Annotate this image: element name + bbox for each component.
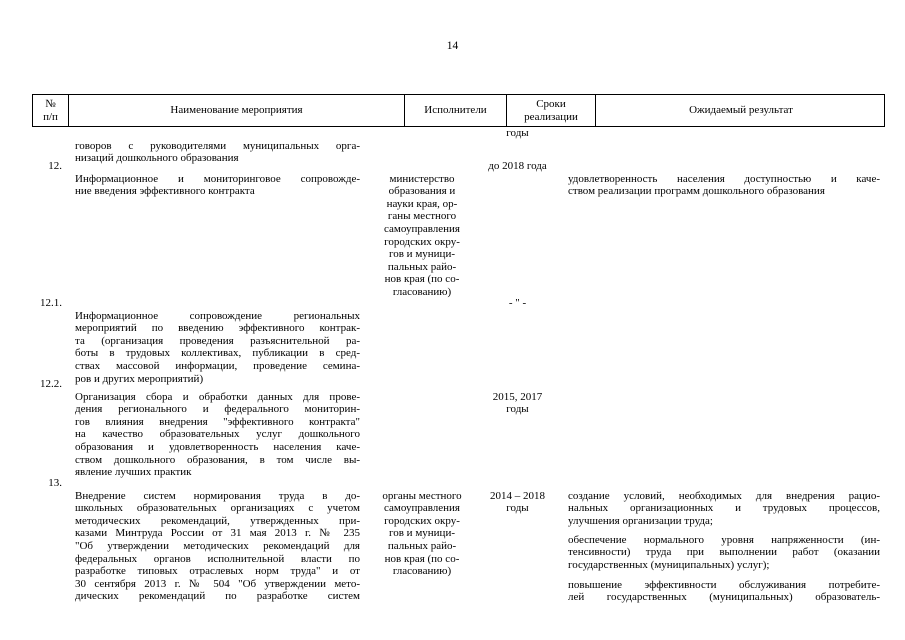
row-12-result: удовлетворенность населения доступностью и каче- ством реализации программ дошкольного образования: [568, 172, 880, 198]
row-12-num: 12.: [48, 160, 62, 172]
row-12-name: Информационное и мониторинговое сопровожде- ние введения эффективного контракта: [75, 172, 360, 198]
row-12-1-num: 12.1.: [40, 297, 62, 309]
cont-name: говоров с руководителями муниципальных орга- низаций дошкольного образования: [75, 139, 360, 165]
page-number: 14: [446, 40, 459, 52]
row-12-1-term: - " -: [508, 297, 527, 309]
row-13-num: 13.: [48, 477, 62, 489]
header-executors: Исполнители: [404, 95, 506, 126]
row-12-term: до 2018 года: [488, 160, 547, 172]
header-num: № п/п: [43, 97, 58, 123]
row-12-2-term: 2015, 2017 годы: [492, 390, 543, 416]
table-header: [32, 94, 885, 127]
row-13-result-1: создание условий, необходимых для внедрения рацио- нальных организационных и трудовых процессов, улучшения организации труда;: [568, 489, 880, 527]
row-12-2-name: Организация сбора и обработки данных для прове- дения регионального и федерального мониторин- гов влияния внедрения "эффективного контракта" на качество образовательных услуг дошкольного образования и удовлетворенность населения каче- ством дошкольного образования, в том числе вы- явление лучших практик: [75, 390, 360, 479]
cont-term: годы: [506, 127, 529, 139]
row-13-result-3: повышение эффективности обслуживания потребите- лей государственных (муниципальных) образователь-: [568, 578, 880, 604]
row-12-2-num: 12.2.: [40, 378, 62, 390]
header-name: Наименование мероприятия: [68, 95, 404, 126]
header-result: Ожидаемый результат: [595, 95, 886, 126]
row-12-executors: министерство образования и науки края, ор- ганы местного самоуправления городских окру- гов и муници- пальных райо- нов края (по со- гласованию): [384, 172, 460, 298]
header-terms: Сроки реализации: [506, 95, 595, 126]
row-13-term: 2014 – 2018 годы: [490, 489, 545, 515]
row-13-name: Внедрение систем нормирования труда в до- школьных образовательных организациях с учетом методических рекомендаций, утвержденных при- казами Минтруда России от 31 мая 2013 г. № 235 "Об утверждении методических рекомендаций для федеральных органов исполнительной власти по разработке типовых отраслевых норм труда" и от 30 сентября 2013 г. № 504 "Об утверждении мето- дических рекомендаций по разработке систем: [75, 489, 360, 603]
row-13-result-2: обеспечение нормального уровня напряженности (ин- тенсивности) труда при выполнении работ (оказании государственных (муниципальных) услуг);: [568, 533, 880, 571]
row-12-1-name: Информационное сопровождение региональных мероприятий по введению эффективного контрак- та (организация проведения разъяснительной ра- боты в трудовых коллективах, публикации в сред- ствах массовой информации, проведение семина- ров и других мероприятий): [75, 309, 360, 385]
row-13-executors: органы местного самоуправления городских окру- гов и муници- пальных райо- нов края (по со- гласованию): [382, 489, 462, 578]
